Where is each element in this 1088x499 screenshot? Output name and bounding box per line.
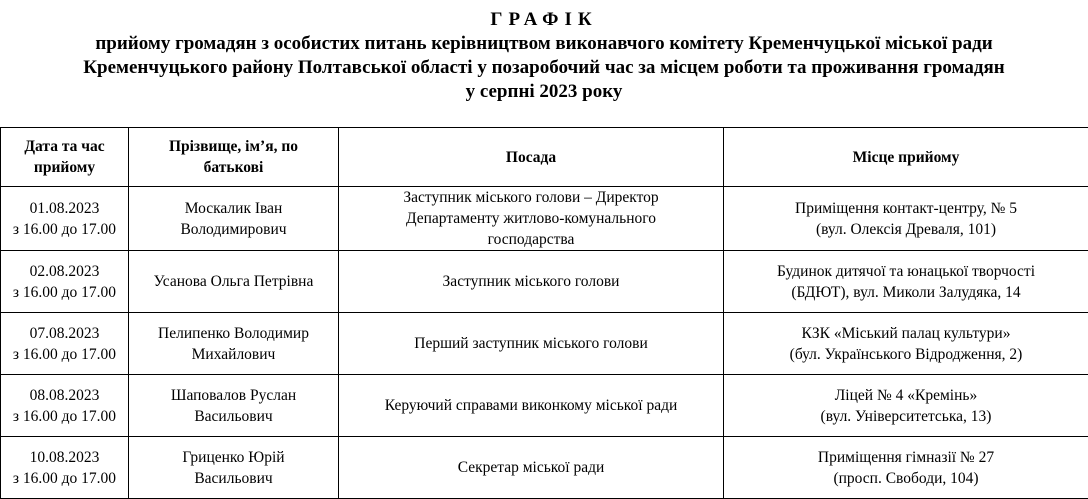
cell-position [339, 437, 724, 499]
cell-date [1, 187, 129, 251]
reception-date: 08.08.2023 [5, 385, 124, 406]
cell-date [1, 251, 129, 313]
cell-place-line: (бул. Українського Відродження, 2) [728, 344, 1084, 365]
table-header-row [1, 128, 1088, 187]
cell-name [129, 251, 339, 313]
cell-name [129, 437, 339, 499]
cell-name-line: Москалик Іван [133, 198, 334, 219]
table-row [1, 251, 1088, 313]
cell-name-line: Михайлович [133, 344, 334, 365]
reception-time: з 16.00 до 17.00 [5, 344, 124, 365]
cell-name-line: Усанова Ольга Петрівна [133, 271, 334, 292]
reception-time: з 16.00 до 17.00 [5, 468, 124, 489]
cell-position-line: Заступник міського голови – Директор [343, 187, 719, 208]
table-row [1, 375, 1088, 437]
reception-date: 07.08.2023 [5, 323, 124, 344]
cell-position-line: господарства [343, 229, 719, 250]
cell-place [724, 375, 1088, 437]
cell-place-line: (БДЮТ), вул. Миколи Залудяка, 14 [728, 282, 1084, 303]
cell-position [339, 375, 724, 437]
cell-name-line: Васильович [133, 468, 334, 489]
cell-place-line: Будинок дитячої та юнацької творчості [728, 261, 1084, 282]
cell-date [1, 437, 129, 499]
reception-time: з 16.00 до 17.00 [5, 219, 124, 240]
reception-time: з 16.00 до 17.00 [5, 282, 124, 303]
reception-date: 10.08.2023 [5, 447, 124, 468]
reception-time: з 16.00 до 17.00 [5, 406, 124, 427]
cell-place-line: (вул. Університетська, 13) [728, 406, 1084, 427]
cell-place-line: (вул. Олексія Древаля, 101) [728, 219, 1084, 240]
cell-name-line: Гриценко Юрій [133, 447, 334, 468]
cell-name-line: Володимирович [133, 219, 334, 240]
cell-position [339, 187, 724, 251]
cell-name-line: Шаповалов Руслан [133, 385, 334, 406]
table-row [1, 187, 1088, 251]
cell-date [1, 375, 129, 437]
cell-name [129, 187, 339, 251]
cell-date [1, 313, 129, 375]
schedule-table [0, 127, 1088, 499]
header-line-3: у серпні 2023 року [0, 80, 1088, 104]
cell-position [339, 251, 724, 313]
cell-place [724, 251, 1088, 313]
document-title: ГРАФІК [0, 8, 1088, 32]
reception-date: 02.08.2023 [5, 261, 124, 282]
cell-place [724, 187, 1088, 251]
header-position: Посада [339, 128, 724, 187]
document-header [0, 8, 1088, 104]
cell-place-line: Ліцей № 4 «Кремінь» [728, 385, 1084, 406]
cell-position-line: Секретар міської ради [343, 457, 719, 478]
reception-date: 01.08.2023 [5, 198, 124, 219]
cell-name [129, 375, 339, 437]
cell-place-line: Приміщення контакт-центру, № 5 [728, 198, 1084, 219]
header-line-2: Кременчуцького району Полтавської області у позаробочий час за місцем роботи та проживання громадян [0, 56, 1088, 80]
header-date: Дата та час прийому [1, 128, 129, 187]
table-row [1, 313, 1088, 375]
cell-place [724, 313, 1088, 375]
cell-position-line: Заступник міського голови [343, 271, 719, 292]
cell-name [129, 313, 339, 375]
cell-place-line: КЗК «Міський палац культури» [728, 323, 1084, 344]
cell-position-line: Перший заступник міського голови [343, 333, 719, 354]
cell-name-line: Васильович [133, 406, 334, 427]
cell-place-line: Приміщення гімназії № 27 [728, 447, 1084, 468]
cell-place [724, 437, 1088, 499]
table-row [1, 437, 1088, 499]
header-line-1: прийому громадян з особистих питань керівництвом виконавчого комітету Кременчуцької міської ради [0, 32, 1088, 56]
cell-position [339, 313, 724, 375]
header-place: Місце прийому [724, 128, 1088, 187]
cell-place-line: (просп. Свободи, 104) [728, 468, 1084, 489]
cell-name-line: Пелипенко Володимир [133, 323, 334, 344]
cell-position-line: Департаменту житлово-комунального [343, 208, 719, 229]
cell-position-line: Керуючий справами виконкому міської ради [343, 395, 719, 416]
header-name: Прізвище, ім’я, по батькові [129, 128, 339, 187]
